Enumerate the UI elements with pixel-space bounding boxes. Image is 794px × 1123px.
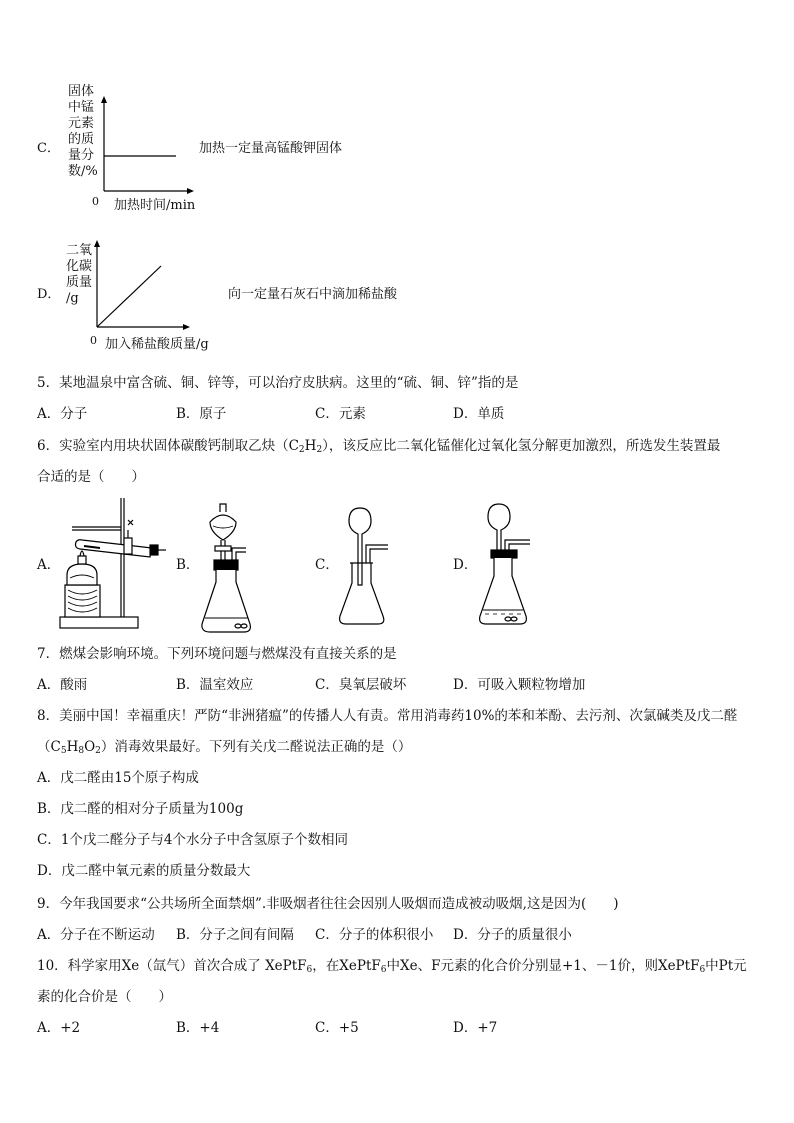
option-c-description: 加热一定量高锰酸钾固体: [199, 141, 343, 156]
graph-d-xlabel: 加入稀盐酸质量/g: [105, 337, 209, 352]
subscript: 2: [95, 746, 101, 756]
q6-option-d-label: D．: [453, 557, 478, 573]
q10-option-d: D．+7: [453, 1020, 498, 1036]
q7-option-d: D．可吸入颗粒物增加: [453, 677, 586, 693]
q8-option-a: A．戊二醛由15个原子构成: [37, 770, 199, 786]
q6-option-a-label: A．: [37, 557, 61, 573]
q10-option-b: B．+4: [176, 1020, 220, 1036]
ylabel-line: 化碳: [66, 259, 93, 274]
subscript: 6: [306, 965, 313, 975]
ylabel-line: /g: [66, 291, 79, 306]
ylabel-line: 中锰: [68, 100, 95, 115]
option-d-description: 向一定量石灰石中滴加稀盐酸: [228, 287, 398, 302]
q8-option-b: B．戊二醛的相对分子质量为100g: [37, 801, 244, 817]
q8-stem-part: ）消毒效果最好。下列有关戊二醛说法正确的是（）: [100, 739, 412, 755]
question-10-stem-line1: [37, 958, 747, 974]
q6-option-b-label: B．: [176, 557, 200, 573]
subscript: 8: [78, 746, 85, 756]
q10-stem-part: ，在XePtF: [312, 958, 381, 974]
ylabel-line: 元素: [68, 116, 95, 131]
q5-option-c: C．元素: [315, 406, 366, 422]
q5-option-b: B．原子: [176, 406, 227, 422]
q9-option-a: A．分子在不断运动: [37, 927, 155, 943]
question-8-stem-line2: [37, 739, 411, 755]
question-7-stem: 7．燃煤会影响环境。下列环境问题与燃煤没有直接关系的是: [37, 646, 397, 662]
q8-option-d: D．戊二醛中氧元素的质量分数最大: [37, 863, 251, 879]
graph-c-origin: 0: [92, 195, 99, 208]
q10-option-a: A．+2: [37, 1020, 81, 1036]
option-c-label: C．: [37, 141, 60, 156]
option-d-label: D．: [37, 287, 61, 302]
q8-option-c: C．1个戊二醛分子与4个水分子中含氢原子个数相同: [37, 832, 349, 848]
q7-option-c: C．臭氧层破坏: [315, 677, 407, 693]
question-10-stem-line2: 素的化合价是（ ）: [37, 989, 172, 1005]
q5-option-a: A．分子: [37, 406, 88, 422]
q6-stem-part: ），该反应比二氧化锰催化过氧化氢分解更加激烈，所选发生装置最: [322, 438, 721, 454]
q8-stem-part: H: [66, 739, 79, 755]
ylabel-line: 的质: [68, 132, 95, 147]
q8-stem-part: O: [84, 739, 96, 755]
subscript: 6: [699, 965, 706, 975]
q9-option-b: B．分子之间有间隔: [176, 927, 294, 943]
q9-option-c: C．分子的体积很小: [315, 927, 434, 943]
q6-stem-part: 6．实验室内用块状固体碳酸钙制取乙炔（C: [37, 438, 299, 454]
q8-stem-part: （C: [37, 739, 61, 755]
subscript: 6: [380, 965, 387, 975]
subscript: 2: [316, 445, 323, 455]
q5-option-d: D．单质: [453, 406, 505, 422]
ylabel-line: 质量: [66, 275, 93, 290]
question-6-stem-line2: 合适的是（ ）: [37, 469, 145, 485]
subscript: 2: [298, 445, 305, 455]
q9-option-d: D．分子的质量很小: [453, 927, 572, 943]
question-9-stem: 9．今年我国要求“公共场所全面禁烟”.非吸烟者往往会因别人吸烟而造成被动吸烟,这是因为( ): [37, 896, 619, 912]
q10-stem-part: 中Xe、F元素的化合价分别显+1、－1价，则XePtF: [386, 958, 700, 974]
ylabel-line: 量分: [68, 148, 95, 163]
ylabel-line: 数/%: [68, 164, 98, 179]
graph-d-origin: 0: [90, 334, 97, 347]
q10-stem-part: 中Pt元: [705, 958, 747, 974]
question-5-stem: 5．某地温泉中富含硫、铜、锌等，可以治疗皮肤病。这里的“硫、铜、锌”指的是: [37, 375, 519, 391]
graph-c-xlabel: 加热时间/min: [114, 198, 196, 213]
q7-option-b: B．温室效应: [176, 677, 254, 693]
subscript: 5: [60, 746, 67, 756]
ylabel-line: 二氧: [66, 243, 93, 258]
ylabel-line: 固体: [68, 84, 95, 99]
q10-option-c: C．+5: [315, 1020, 359, 1036]
q10-stem-part: 10．科学家用Xe（氙气）首次合成了 XePtF: [37, 958, 307, 974]
question-8-stem-line1: 8．美丽中国！幸福重庆！严防“非洲猪瘟”的传播人人有责。常用消毒药10%的苯和苯酚、去污剂、次氯碱类及戊二醛: [37, 708, 738, 724]
q7-option-a: A．酸雨: [37, 677, 88, 693]
q6-option-c-label: C．: [315, 557, 339, 573]
q6-stem-part: H: [304, 438, 317, 454]
